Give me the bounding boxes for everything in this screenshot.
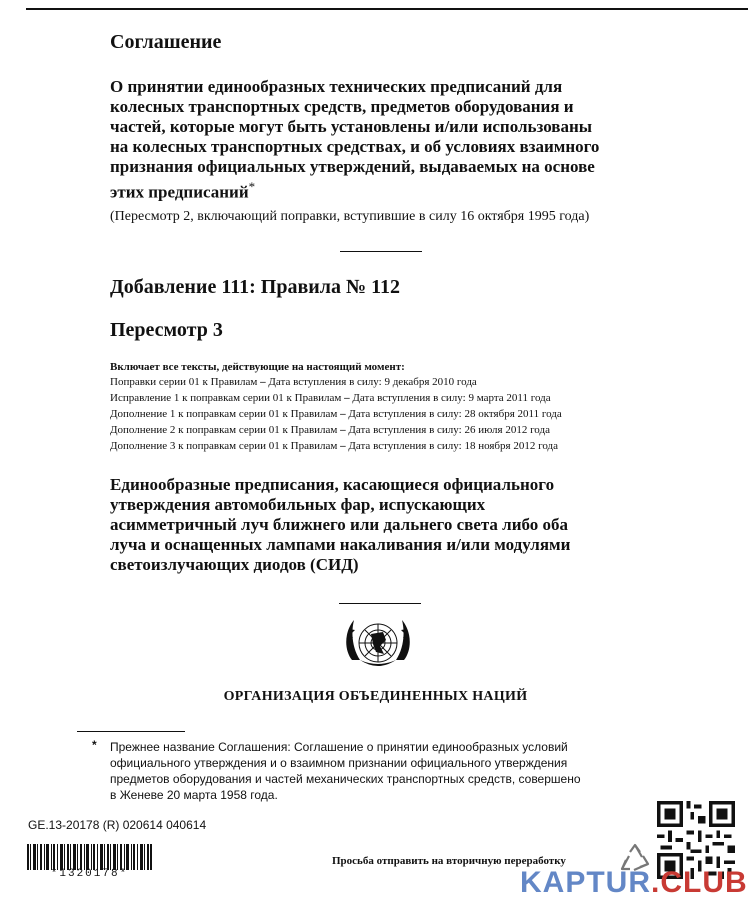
footnote-divider: [77, 731, 185, 732]
watermark-tld: CLUB: [660, 866, 748, 899]
revision-note: (Пересмотр 2, включающий поправки, вступившие в силу 16 октября 1995 года): [110, 209, 590, 224]
organization-name: ОРГАНИЗАЦИЯ ОБЪЕДИНЕННЫХ НАЦИЙ: [223, 689, 528, 704]
amendment-dash: –: [257, 376, 269, 388]
agreement-title: [110, 77, 670, 203]
amendment-item: [110, 422, 562, 438]
addendum-title: Добавление 111: Правила № 112: [110, 276, 400, 298]
regulation-title-line: утверждения автомобильных фар, испускающих: [110, 495, 486, 514]
amendment-item: [110, 438, 562, 454]
amendment-dash: –: [337, 440, 349, 452]
footnote-line: официального утверждения и о взаимном признании официального утверждения: [110, 756, 568, 770]
agreement-title-line: колесных транспортных средств, предметов оборудования и: [110, 97, 574, 116]
includes-heading: Включает все тексты, действующие на настоящий момент:: [110, 361, 405, 373]
amendment-item: [110, 406, 562, 422]
amendment-dash: –: [337, 424, 349, 436]
footnote-mark: *: [92, 738, 97, 752]
regulation-title-line: Единообразные предписания, касающиеся официального: [110, 475, 555, 494]
regulation-title-line: луча и оснащенных лампами накаливания и/или модулями: [110, 535, 571, 554]
watermark: [520, 866, 748, 900]
footnote-line: Прежнее название Соглашения: Соглашение о принятии единообразных условий: [110, 740, 568, 754]
agreement-title-line: признания официальных утверждений, выдаваемых на основе: [110, 157, 595, 176]
agreement-title-line: частей, которые могут быть установлены и/или использованы: [110, 117, 593, 136]
amendment-date: Дата вступления в силу: 26 июля 2012 года: [348, 424, 550, 436]
amendment-dash: –: [341, 392, 353, 404]
agreement-title-line: О принятии единообразных технических предписаний для: [110, 77, 563, 96]
footnote-line: в Женеве 20 марта 1958 года.: [110, 788, 278, 802]
agreement-title-line-last: [110, 177, 670, 203]
amendment-date: Дата вступления в силу: 28 октября 2011 года: [348, 408, 562, 420]
amendment-date: Дата вступления в силу: 9 марта 2011 года: [352, 392, 551, 404]
watermark-main: KAPTUR: [520, 866, 651, 899]
top-rule: [26, 8, 748, 10]
barcode-number: *1320178*: [50, 868, 129, 880]
document-symbol: GE.13-20178 (R) 020614 040614: [28, 818, 207, 832]
watermark-dot: .: [651, 866, 661, 899]
amendment-name: Исправление 1 к поправкам серии 01 к Правилам: [110, 392, 342, 404]
amendment-item: [110, 390, 562, 406]
footnote-line: предметов оборудования и частей механических транспортных средств, совершено: [110, 772, 581, 786]
footnote-text: [110, 739, 630, 803]
barcode-icon: [27, 844, 152, 870]
section-divider: [339, 603, 421, 604]
amendment-name: Дополнение 3 к поправкам серии 01 к Правилам: [110, 440, 338, 452]
regulation-title-line: светоизлучающих диодов (СИД): [110, 555, 359, 574]
section-divider: [340, 251, 422, 252]
amendment-date: Дата вступления в силу: 9 декабря 2010 года: [268, 376, 477, 388]
un-emblem-icon: [338, 610, 418, 678]
agreement-title-line: этих предписаний: [110, 182, 249, 202]
agreement-heading: Соглашение: [110, 31, 222, 53]
revision-title: Пересмотр 3: [110, 319, 223, 341]
amendment-name: Дополнение 2 к поправкам серии 01 к Правилам: [110, 424, 338, 436]
amendment-name: Дополнение 1 к поправкам серии 01 к Правилам: [110, 408, 338, 420]
amendment-item: [110, 374, 562, 390]
regulation-title: [110, 475, 630, 575]
recycle-notice: Просьба отправить на вторичную переработку: [332, 855, 566, 867]
regulation-title-line: асимметричный луч ближнего или дальнего света либо оба: [110, 515, 569, 534]
amendment-name: Поправки серии 01 к Правилам: [110, 376, 258, 388]
amendment-date: Дата вступления в силу: 18 ноября 2012 года: [348, 440, 558, 452]
footnote-reference[interactable]: *: [248, 179, 256, 194]
amendment-list: [110, 374, 562, 454]
amendment-dash: –: [337, 408, 349, 420]
agreement-title-line: на колесных транспортных средствах, и об условиях взаимного: [110, 137, 600, 156]
